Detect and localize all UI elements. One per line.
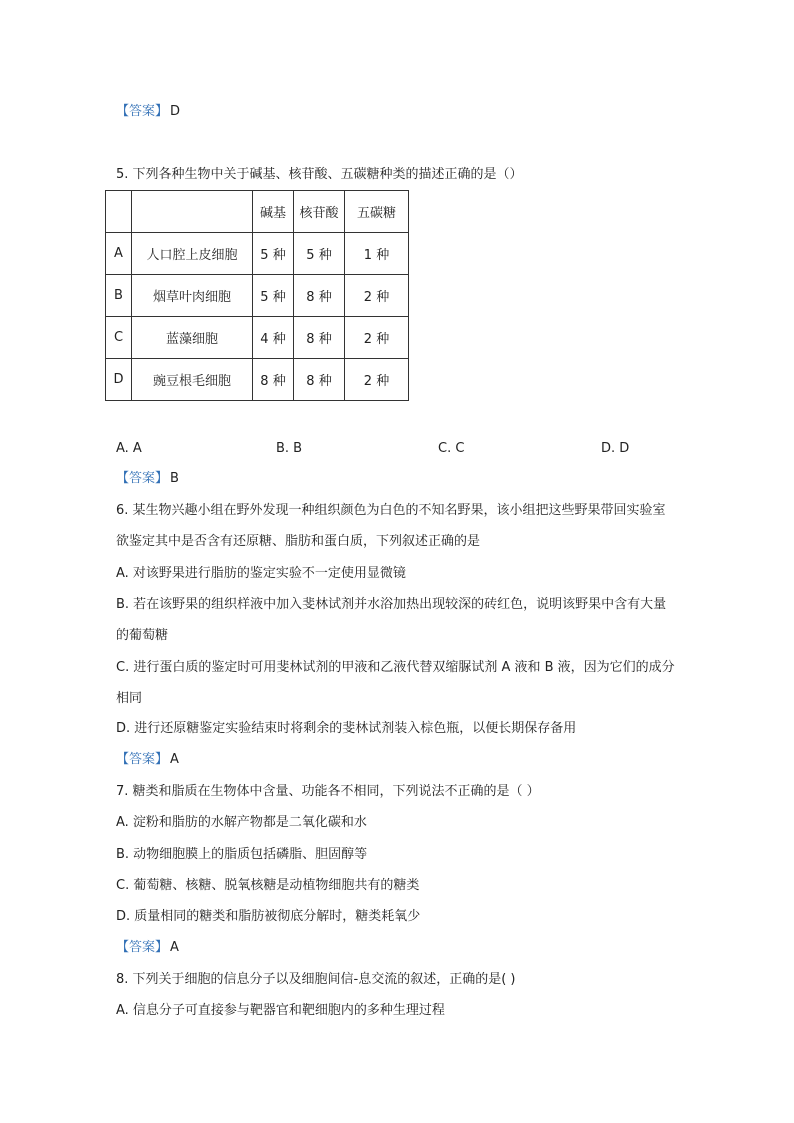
table-cell — [132, 191, 253, 233]
question-8-stem: 8. 下列关于细胞的信息分子以及细胞间信-息交流的叙述，正确的是( ) — [116, 972, 516, 987]
answer-q6 — [116, 751, 179, 769]
question-5-table — [105, 190, 409, 401]
question-6-stem-line-2: 欲鉴定其中是否含有还原糖、脂肪和蛋白质，下列叙述正确的是 — [116, 534, 481, 549]
question-6-option-c-line-2: 相同 — [116, 691, 143, 706]
answer-label: 【答案】 — [116, 940, 169, 955]
question-6-option-c-line-1: C. 进行蛋白质的鉴定时可用斐林试剂的甲液和乙液代替双缩脲试剂 A 液和 B 液，因为它们的成分 — [116, 660, 675, 675]
table-cell: 人口腔上皮细胞 — [132, 233, 253, 275]
table-cell: 2 种 — [345, 359, 409, 401]
table-cell: D — [106, 359, 132, 401]
table-cell: 烟草叶肉细胞 — [132, 275, 253, 317]
table-cell: 2 种 — [345, 317, 409, 359]
table-cell: 8 种 — [294, 317, 345, 359]
answer-label: 【答案】 — [116, 104, 169, 119]
question-5-option-b: B. B — [276, 441, 303, 456]
question-7-option-b: B. 动物细胞膜上的脂质包括磷脂、胆固醇等 — [116, 847, 368, 862]
table-cell: 5 种 — [253, 233, 294, 275]
answer-q4 — [116, 103, 180, 121]
question-6-option-b-line-2: 的葡萄糖 — [116, 628, 169, 643]
table-cell: 4 种 — [253, 317, 294, 359]
question-5-option-d: D. D — [601, 441, 630, 456]
column-header-pentoses: 五碳糖 — [345, 191, 409, 233]
column-header-bases: 碱基 — [253, 191, 294, 233]
question-7-option-a: A. 淀粉和脂肪的水解产物都是二氧化碳和水 — [116, 815, 367, 830]
table-cell: 5 种 — [253, 275, 294, 317]
table-row — [106, 275, 409, 317]
question-5-option-a: A. A — [116, 441, 142, 456]
table-cell: C — [106, 317, 132, 359]
table-cell: 8 种 — [294, 275, 345, 317]
question-6-option-b-line-1: B. 若在该野果的组织样液中加入斐林试剂并水浴加热出现较深的砖红色，说明该野果中含有大量 — [116, 597, 667, 612]
question-6-stem-line-1: 6. 某生物兴趣小组在野外发现一种组织颜色为白色的不知名野果，该小组把这些野果带回实验室 — [116, 503, 666, 518]
table-cell: 8 种 — [253, 359, 294, 401]
answer-value: A — [170, 752, 179, 767]
question-8-option-a: A. 信息分子可直接参与靶器官和靶细胞内的多种生理过程 — [116, 1003, 445, 1018]
table-row — [106, 359, 409, 401]
table-row — [106, 233, 409, 275]
table-header-row — [106, 191, 409, 233]
question-6-option-a: A. 对该野果进行脂肪的鉴定实验不一定使用显微镜 — [116, 566, 406, 581]
column-header-nucleotides: 核苷酸 — [294, 191, 345, 233]
table-cell: 5 种 — [294, 233, 345, 275]
question-5-stem: 5. 下列各种生物中关于碱基、核苷酸、五碳糖种类的描述正确的是（） — [116, 167, 523, 182]
table-cell: 豌豆根毛细胞 — [132, 359, 253, 401]
question-7-option-c: C. 葡萄糖、核糖、脱氧核糖是动植物细胞共有的糖类 — [116, 878, 420, 893]
answer-value: A — [170, 940, 179, 955]
table-cell: 1 种 — [345, 233, 409, 275]
table-cell: A — [106, 233, 132, 275]
answer-q5 — [116, 470, 179, 488]
answer-label: 【答案】 — [116, 752, 169, 767]
table-cell: 8 种 — [294, 359, 345, 401]
answer-q7 — [116, 939, 179, 957]
answer-label: 【答案】 — [116, 471, 169, 486]
table-cell: B — [106, 275, 132, 317]
table-row — [106, 317, 409, 359]
table-cell: 2 种 — [345, 275, 409, 317]
table-cell: 蓝藻细胞 — [132, 317, 253, 359]
answer-value: B — [170, 471, 179, 486]
question-7-option-d: D. 质量相同的糖类和脂肪被彻底分解时，糖类耗氧少 — [116, 909, 421, 924]
question-7-stem: 7. 糖类和脂质在生物体中含量、功能各不相同，下列说法不正确的是（ ） — [116, 784, 540, 799]
answer-value: D — [170, 104, 181, 119]
table-cell — [106, 191, 132, 233]
question-6-option-d: D. 进行还原糖鉴定实验结束时将剩余的斐林试剂装入棕色瓶，以便长期保存备用 — [116, 721, 577, 736]
question-5-option-c: C. C — [438, 441, 465, 456]
